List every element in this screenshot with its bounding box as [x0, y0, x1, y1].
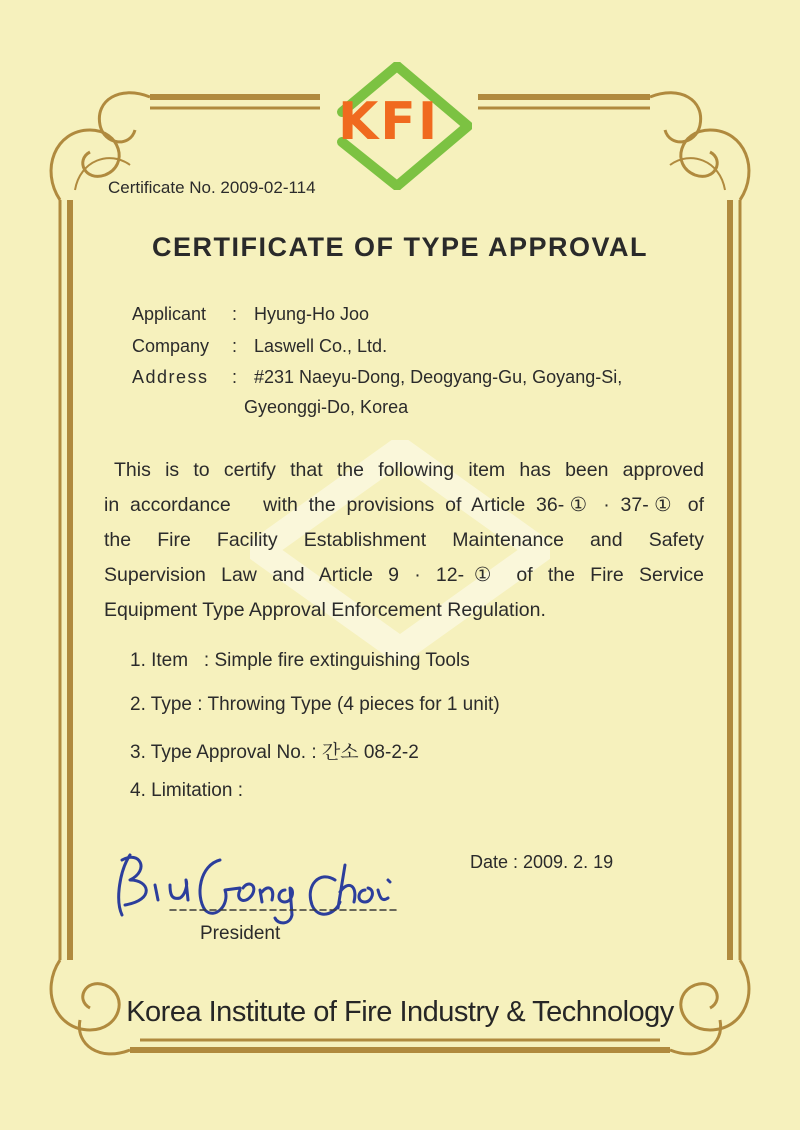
applicant-row — [132, 304, 369, 325]
item-approval-number: 3. Type Approval No. : 간소 08-2-2 — [130, 742, 419, 763]
address-line-2: Gyeonggi-Do, Korea — [244, 397, 409, 417]
statement-line: Equipment Type Approval Enforcement Regulation. — [104, 599, 546, 621]
company-separator: : — [232, 336, 238, 356]
certificate-title: CERTIFICATE OF TYPE APPROVAL — [151, 232, 649, 262]
item-name: 1. Item : Simple fire extinguishing Tools — [130, 650, 470, 671]
address-row — [132, 367, 622, 388]
statement-line: the Fire Facility Establishment Maintenance and Safety — [104, 529, 704, 551]
statement-line: This is to certify that the following item has been approved — [114, 459, 704, 481]
statement-line: in accordance with the provisions of Article 36-① · 37-① of — [104, 494, 704, 516]
applicant-value: Hyung-Ho Joo — [254, 304, 370, 324]
company-value: Laswell Co., Ltd. — [254, 336, 388, 356]
item-type: 2. Type : Throwing Type (4 pieces for 1 unit) — [130, 694, 500, 715]
applicant-separator: : — [232, 304, 238, 324]
company-label: Company — [132, 336, 210, 356]
item-limitation: 4. Limitation : — [130, 780, 243, 801]
certificate-number: Certificate No. 2009-02-114 — [108, 178, 316, 197]
kfi-logo-text: KFI — [338, 92, 440, 152]
statement-line: Supervision Law and Article 9 · 12-① of the Fire Service — [104, 564, 704, 586]
certification-statement — [104, 453, 704, 628]
address-label: Address — [132, 367, 209, 387]
applicant-label: Applicant — [132, 304, 207, 324]
address-line-1: #231 Naeyu-Dong, Deogyang-Gu, Goyang-Si, — [254, 367, 623, 387]
company-row — [132, 336, 387, 357]
signer-title: President — [200, 923, 281, 944]
issuer-name: Korea Institute of Fire Industry & Technology — [126, 996, 674, 1028]
address-separator: : — [232, 367, 238, 387]
issue-date: Date : 2009. 2. 19 — [470, 852, 614, 872]
